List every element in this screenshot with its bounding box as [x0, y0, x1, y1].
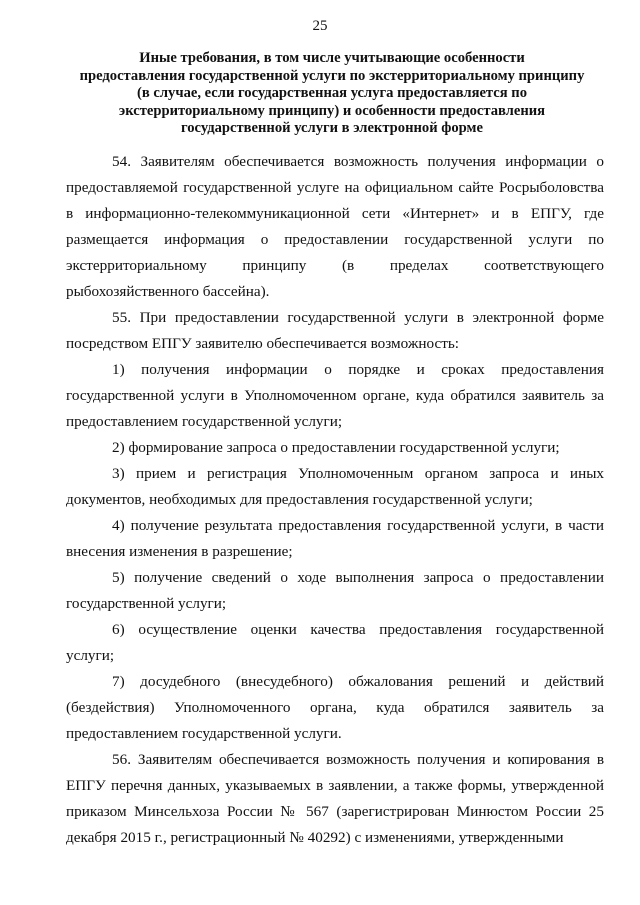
list-item-6: 6) осуществление оценки качества предоставления государственной услуги;	[66, 621, 604, 664]
list-item-1: 1) получения информации о порядке и сроках предоставления государственной услуги в Уполномоченном органе, куда обратился заявитель за предоставлением государственной услуги;	[66, 361, 604, 430]
section-heading	[62, 50, 602, 138]
heading-line: (в случае, если государственная услуга предоставляется по	[136, 85, 528, 102]
heading-line: государственной услуги в электронной форме	[181, 120, 483, 137]
paragraph-55: 55. При предоставлении государственной услуги в электронной форме посредством ЕПГУ заявителю обеспечивается возможность:	[66, 309, 604, 352]
list-item-2: 2) формирование запроса о предоставлении государственной услуги;	[112, 439, 560, 456]
list-item-7: 7) досудебного (внесудебного) обжалования решений и действий (бездействия) Уполномоченного органа, куда обратился заявитель за предоставлением государственной услуги.	[66, 673, 604, 742]
page-number: 25	[312, 18, 328, 34]
heading-line: экстерриториальному принципу) и особенности предоставления	[118, 102, 546, 119]
list-item-4: 4) получение результата предоставления государственной услуги, в части внесения изменения в разрешение;	[66, 517, 604, 560]
paragraph-56: 56. Заявителям обеспечивается возможность получения и копирования в ЕПГУ перечня данных, указываемых в заявлении, а также формы, утвержденной приказом Минсельхоза России № 567 (зарегистрирован Минюстом России 25 декабря 2015 г., регистрационный № 40292) с изменениями, утвержденными	[66, 751, 604, 846]
document-body	[66, 149, 604, 851]
list-item-5: 5) получение сведений о ходе выполнения запроса о предоставлении государственной услуги;	[66, 569, 604, 612]
heading-line: Иные требования, в том числе учитывающие особенности	[139, 50, 525, 66]
heading-line: предоставления государственной услуги по экстерриториальному принципу	[79, 67, 585, 84]
paragraph-54: 54. Заявителям обеспечивается возможность получения информации о предоставляемой государственной услуге на официальном сайте Росрыболовства в информационно-телекоммуникационной сети «Интернет» и в ЕПГУ, где размещается информация о предоставлении государственной услуги по экстерриториальному принципу (в пределах соответствующего рыбохозяйственного бассейна).	[66, 153, 604, 300]
list-item-3: 3) прием и регистрация Уполномоченным органом запроса и иных документов, необходимых для предоставления государственной услуги;	[66, 465, 604, 508]
